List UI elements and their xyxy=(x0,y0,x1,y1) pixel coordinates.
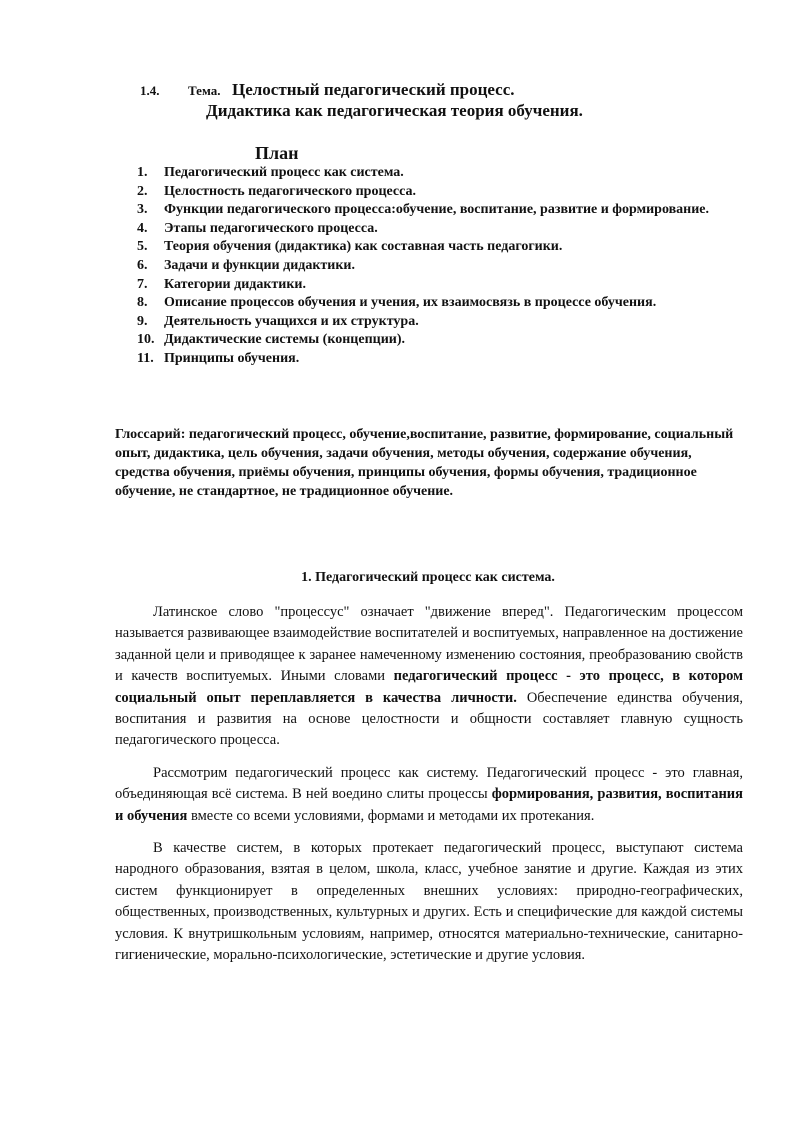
plan-item-text: Теория обучения (дидактика) как составная часть педагогики. xyxy=(164,239,563,255)
plan-item-number: 7. xyxy=(137,276,148,292)
paragraph-3: В качестве систем, в которых протекает педагогический процесс, выступают система народного образования, взятая в целом, школа, класс, учебное занятие и другие. Каждая из этих систем функционирует в определенных внешних условиях: природно-географических, общественных, производственных, культурных и других. Есть и специфические для каждой системы условия. К внутришкольным условиям, например, относятся материально-технические, санитарно-гигиенические, морально-психологические, эстетические и другие условия. xyxy=(115,840,743,964)
plan-list xyxy=(137,164,743,369)
plan-item xyxy=(137,183,743,202)
topic-title-line1: Целостный педагогический процесс. xyxy=(232,80,515,99)
plan-item-number: 8. xyxy=(137,295,148,311)
plan-item xyxy=(137,350,743,369)
plan-item xyxy=(137,294,743,313)
plan-item xyxy=(137,313,743,332)
section-body xyxy=(115,602,743,978)
plan-item xyxy=(137,331,743,350)
plan-item-text: Педагогический процесс как система. xyxy=(164,165,404,180)
topic-label: Тема. xyxy=(188,83,221,98)
plan-item-text: Задачи и функции дидактики. xyxy=(164,257,355,273)
plan-item-number: 2. xyxy=(137,183,148,199)
plan-item xyxy=(137,276,743,295)
plan-item-number: 9. xyxy=(137,313,148,329)
plan-item-number: 6. xyxy=(137,257,148,273)
paragraph-2-text-c: вместе со всеми условиями, формами и методами их протекания. xyxy=(187,807,595,824)
plan-item-number: 11. xyxy=(137,350,154,366)
plan-item-text: Категории дидактики. xyxy=(164,276,306,292)
plan-item-number: 5. xyxy=(137,239,148,255)
plan-item xyxy=(137,257,743,276)
paragraph-2 xyxy=(115,763,743,827)
glossary: Глоссарий: педагогический процесс, обучение,воспитание, развитие, формирование, социальный опыт, дидактика, цель обучения, задачи обучения, методы обучения, содержание обучения, средства обучения, приёмы обучения, принципы обучения, формы обучения, традиционное обучение, не стандартное, не традиционное обучение. xyxy=(115,427,734,499)
plan-item-number: 4. xyxy=(137,220,148,236)
plan-item xyxy=(137,220,743,239)
plan-item-number: 10. xyxy=(137,332,155,348)
paragraph-1-text-c: Обеспечение единства обучения, воспитания и развития на основе целостности и общности составляет главную сущность педагогического процесса. xyxy=(115,689,743,749)
paragraph-2-text-a: Рассмотрим педагогический процесс как систему. Педагогический процесс - это главная, объединяющая всё система. В ней воедино слиты процессы xyxy=(115,764,743,803)
section-title: 1. Педагогический процесс как система. xyxy=(301,570,555,585)
plan-item-text: Функции педагогического процесса:обучение, воспитание, развитие и формирование. xyxy=(164,202,710,218)
plan-item-number: 1. xyxy=(137,165,148,180)
paragraph-2-bold: формирования, развития, воспитания и обучения xyxy=(115,786,743,824)
plan-item-text: Описание процессов обучения и учения, их взаимосвязь в процессе обучения. xyxy=(164,295,657,311)
plan-item-text: Принципы обучения. xyxy=(164,350,300,366)
paragraph-1 xyxy=(115,602,743,752)
plan-item-text: Этапы педагогического процесса. xyxy=(164,220,378,236)
plan-title: План xyxy=(255,143,299,163)
plan-item-text: Дидактические системы (концепции). xyxy=(164,332,406,348)
topic-number: 1.4. xyxy=(140,83,160,98)
topic-title-line2: Дидактика как педагогическая теория обучения. xyxy=(206,101,583,120)
plan-item-number: 3. xyxy=(137,202,148,218)
plan-item-text: Целостность педагогического процесса. xyxy=(164,183,417,199)
plan-item xyxy=(137,164,743,183)
paragraph-1-bold: педагогический процесс - это процесс, в котором социальный опыт переплавляется в качества личности. xyxy=(115,668,743,706)
plan-item xyxy=(137,201,743,220)
plan-item xyxy=(137,238,743,257)
paragraph-1-text-a: Латинское слово "процессус" означает "движение вперед". Педагогическим процессом называется развивающее взаимодействие воспитателей и воспитуемых, направленное на достижение заданной цели и приводящее к заранее намеченному изменению состояния, преобразованию свойств и качеств воспитуемых. Иными словами xyxy=(115,604,743,685)
plan-item-text: Деятельность учащихся и их структура. xyxy=(164,313,419,329)
